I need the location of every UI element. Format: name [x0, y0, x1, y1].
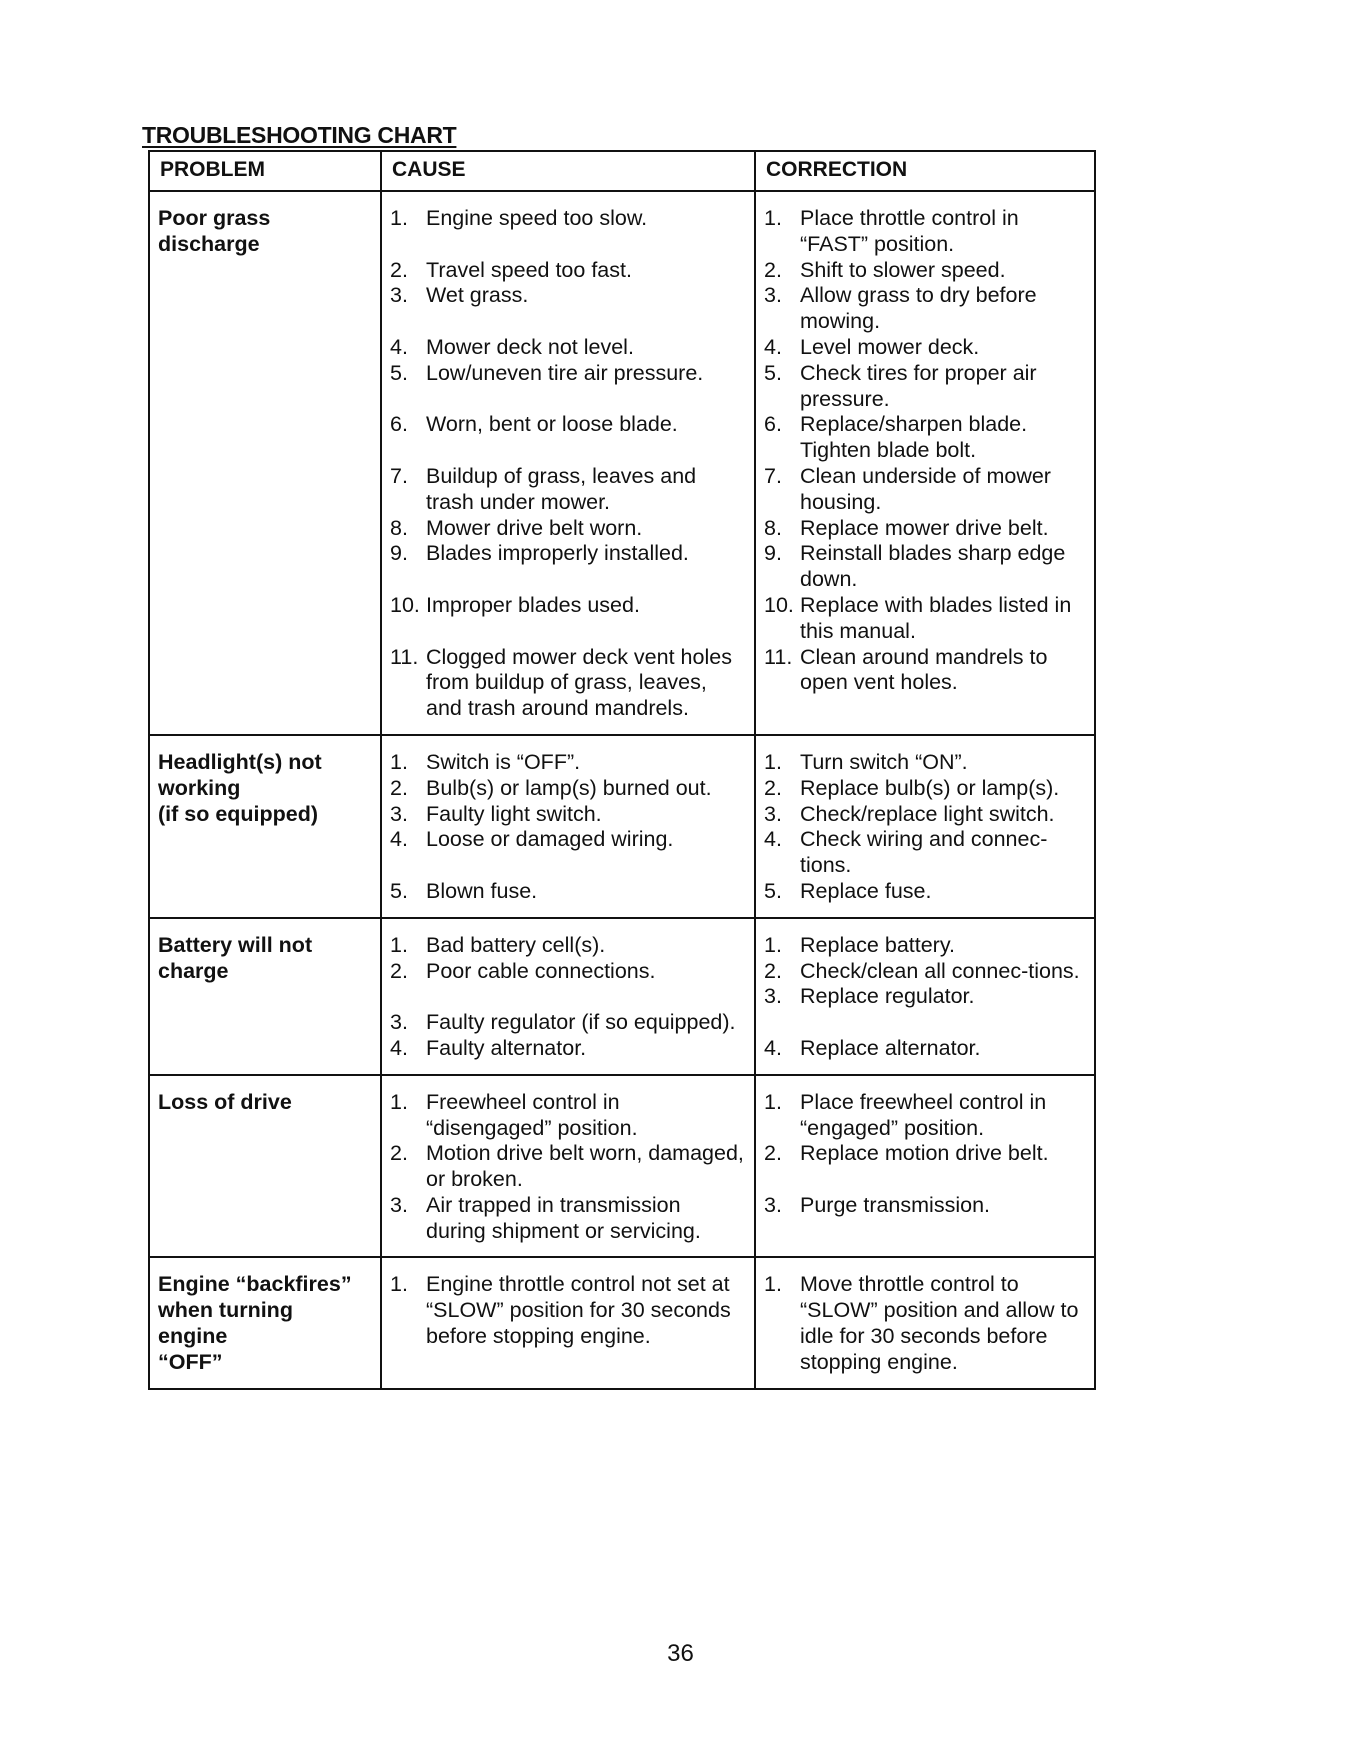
correction-item	[764, 750, 1086, 776]
cause-item	[390, 827, 746, 853]
item-text: Allow grass to dry before mowing.	[800, 283, 1037, 334]
item-text: Replace regulator.	[800, 984, 975, 1009]
item-text: Faulty regulator (if so equipped).	[426, 1010, 736, 1035]
cause-item	[390, 802, 746, 828]
item-number: 4.	[390, 1035, 408, 1060]
item-text: Check wiring and connec-tions.	[800, 827, 1048, 878]
cause-item	[390, 361, 746, 387]
cause-item	[390, 1036, 746, 1062]
cause-item	[390, 1193, 746, 1245]
item-text: Wet grass.	[426, 283, 529, 308]
item-number: 2.	[390, 257, 408, 282]
item-number: 11.	[764, 644, 793, 669]
item-text: Clogged mower deck vent holes from buildup of grass, leaves, and trash around mandrels.	[426, 644, 732, 721]
cause-item	[390, 258, 746, 284]
correction-item	[764, 593, 1086, 645]
item-text: Check/clean all connec-tions.	[800, 958, 1080, 983]
item-number: 1.	[764, 749, 782, 774]
item-number: 2.	[390, 775, 408, 800]
correction-item	[764, 541, 1086, 593]
item-text: Faulty alternator.	[426, 1035, 587, 1060]
item-number: 3.	[390, 801, 408, 826]
item-text: Faulty light switch.	[426, 801, 602, 826]
correction-item	[764, 206, 1086, 258]
cause-item	[390, 750, 746, 776]
item-number: 2.	[390, 958, 408, 983]
problem-line: Headlight(s) not	[158, 749, 322, 774]
table-row	[149, 735, 1095, 918]
item-text: Clean around mandrels to open vent holes.	[800, 644, 1048, 695]
item-number: 7.	[390, 463, 408, 488]
chart-title: TROUBLESHOOTING CHART	[142, 122, 457, 148]
correction-item	[764, 879, 1086, 905]
item-number: 1.	[390, 1272, 408, 1297]
correction-cell	[755, 1075, 1095, 1258]
correction-cell	[755, 735, 1095, 918]
item-text: Check/replace light switch.	[800, 801, 1055, 826]
problem-line: charge	[158, 958, 229, 983]
table-row	[149, 1257, 1095, 1388]
correction-item	[764, 645, 1086, 697]
cause-item	[390, 283, 746, 309]
item-text: Switch is “OFF”.	[426, 749, 581, 774]
item-text: Replace/sharpen blade. Tighten blade bolt.	[800, 412, 1028, 463]
item-number: 1.	[764, 1272, 782, 1297]
item-number: 2.	[764, 257, 782, 282]
item-number: 5.	[390, 360, 408, 385]
item-number: 1.	[764, 1089, 782, 1114]
header-correction: CORRECTION	[755, 151, 1095, 191]
cause-item	[390, 959, 746, 985]
item-text: Turn switch “ON”.	[800, 749, 968, 774]
correction-item	[764, 802, 1086, 828]
table-body	[149, 191, 1095, 1389]
item-text: Freewheel control in “disengaged” position.	[426, 1089, 638, 1140]
item-text: Replace alternator.	[800, 1035, 981, 1060]
item-number: 5.	[764, 878, 782, 903]
table-row	[149, 918, 1095, 1075]
cause-item	[390, 516, 746, 542]
correction-item	[764, 959, 1086, 985]
item-text: Air trapped in transmission during shipment or servicing.	[426, 1192, 701, 1243]
item-number: 10.	[764, 592, 794, 617]
item-number: 2.	[764, 1141, 782, 1166]
item-number: 5.	[390, 878, 408, 903]
problem-line: engine	[158, 1324, 228, 1349]
problem-line: Engine “backfires”	[158, 1272, 352, 1297]
correction-item	[764, 1141, 1086, 1167]
problem-line: Poor grass	[158, 206, 271, 230]
item-number: 1.	[390, 749, 408, 774]
correction-item	[764, 335, 1086, 361]
correction-cell	[755, 1257, 1095, 1388]
problem-cell	[149, 1075, 381, 1258]
item-number: 3.	[764, 801, 782, 826]
item-number: 3.	[764, 283, 782, 308]
problem-cell	[149, 918, 381, 1075]
cause-item	[390, 1141, 746, 1193]
cause-cell	[381, 1075, 755, 1258]
item-text: Motion drive belt worn, damaged, or broken.	[426, 1141, 744, 1192]
cause-item	[390, 879, 746, 905]
header-cause: CAUSE	[381, 151, 755, 191]
item-text: Worn, bent or loose blade.	[426, 412, 678, 437]
item-text: Replace bulb(s) or lamp(s).	[800, 775, 1060, 800]
cause-item	[390, 593, 746, 619]
cause-item	[390, 1090, 746, 1142]
cause-item	[390, 1010, 746, 1036]
item-number: 2.	[764, 775, 782, 800]
item-text: Mower deck not level.	[426, 334, 634, 359]
item-number: 8.	[764, 515, 782, 540]
correction-item	[764, 1036, 1086, 1062]
table-row	[149, 191, 1095, 735]
cause-item	[390, 776, 746, 802]
header-row	[149, 151, 1095, 191]
problem-line: Loss of drive	[158, 1089, 292, 1114]
item-number: 8.	[390, 515, 408, 540]
item-number: 11.	[390, 644, 419, 669]
correction-item	[764, 827, 1086, 879]
item-text: Blown fuse.	[426, 878, 538, 903]
correction-item	[764, 283, 1086, 335]
problem-cell	[149, 735, 381, 918]
item-number: 3.	[390, 283, 408, 308]
item-number: 1.	[390, 1089, 408, 1114]
item-number: 4.	[390, 334, 408, 359]
cause-item	[390, 335, 746, 361]
item-text: Replace fuse.	[800, 878, 932, 903]
item-text: Replace with blades listed in this manual.	[800, 592, 1072, 643]
cause-cell	[381, 1257, 755, 1388]
item-text: Shift to slower speed.	[800, 257, 1006, 282]
item-number: 9.	[390, 541, 408, 566]
item-text: Loose or damaged wiring.	[426, 827, 674, 852]
item-text: Replace battery.	[800, 932, 955, 957]
item-number: 3.	[764, 984, 782, 1009]
correction-item	[764, 776, 1086, 802]
item-text: Clean underside of mower housing.	[800, 463, 1051, 514]
item-number: 2.	[390, 1141, 408, 1166]
item-text: Low/uneven tire air pressure.	[426, 360, 704, 385]
item-number: 1.	[390, 206, 408, 230]
item-text: Check tires for proper air pressure.	[800, 360, 1037, 411]
correction-item	[764, 1272, 1086, 1375]
item-text: Replace motion drive belt.	[800, 1141, 1049, 1166]
item-number: 4.	[764, 827, 782, 852]
item-number: 9.	[764, 541, 782, 566]
item-number: 4.	[390, 827, 408, 852]
item-number: 3.	[390, 1010, 408, 1035]
correction-cell	[755, 918, 1095, 1075]
correction-item	[764, 412, 1086, 464]
item-number: 10.	[390, 592, 420, 617]
correction-item	[764, 1193, 1086, 1219]
problem-line: “OFF”	[158, 1349, 223, 1374]
item-number: 1.	[390, 932, 408, 957]
troubleshooting-table	[148, 150, 1096, 1390]
correction-item	[764, 984, 1086, 1010]
cause-item	[390, 412, 746, 438]
cause-item	[390, 933, 746, 959]
item-text: Purge transmission.	[800, 1192, 990, 1217]
correction-item	[764, 258, 1086, 284]
item-text: Travel speed too fast.	[426, 257, 632, 282]
item-text: Engine throttle control not set at “SLOW” position for 30 seconds before stopping engine.	[426, 1272, 731, 1349]
correction-cell	[755, 191, 1095, 735]
item-text: Engine speed too slow.	[426, 206, 648, 230]
item-text: Move throttle control to “SLOW” position and allow to idle for 30 seconds before stopping engine.	[800, 1272, 1079, 1374]
problem-line: discharge	[158, 231, 260, 256]
item-text: Buildup of grass, leaves and trash under mower.	[426, 463, 697, 514]
item-number: 3.	[390, 1192, 408, 1217]
table-row	[149, 1075, 1095, 1258]
item-number: 4.	[764, 334, 782, 359]
item-text: Place freewheel control in “engaged” position.	[800, 1089, 1047, 1140]
item-text: Place throttle control in “FAST” position.	[800, 206, 1019, 256]
item-text: Bulb(s) or lamp(s) burned out.	[426, 775, 712, 800]
item-number: 3.	[764, 1192, 782, 1217]
cause-item	[390, 645, 746, 722]
problem-line: (if so equipped)	[158, 801, 319, 826]
correction-item	[764, 516, 1086, 542]
page-number: 36	[667, 1640, 694, 1667]
item-number: 6.	[764, 412, 782, 437]
item-text: Level mower deck.	[800, 334, 980, 359]
cause-item	[390, 541, 746, 567]
item-number: 1.	[764, 932, 782, 957]
cause-item	[390, 206, 746, 232]
problem-line: Battery will not	[158, 932, 313, 957]
cause-cell	[381, 191, 755, 735]
correction-item	[764, 361, 1086, 413]
item-text: Improper blades used.	[426, 592, 640, 617]
problem-cell	[149, 1257, 381, 1388]
correction-item	[764, 933, 1086, 959]
item-number: 4.	[764, 1035, 782, 1060]
item-text: Reinstall blades sharp edge down.	[800, 541, 1066, 592]
cause-item	[390, 464, 746, 516]
cause-cell	[381, 918, 755, 1075]
correction-item	[764, 1090, 1086, 1142]
item-text: Bad battery cell(s).	[426, 932, 606, 957]
item-text: Replace mower drive belt.	[800, 515, 1049, 540]
correction-item	[764, 464, 1086, 516]
item-text: Poor cable connections.	[426, 958, 656, 983]
item-number: 5.	[764, 360, 782, 385]
cause-cell	[381, 735, 755, 918]
problem-cell	[149, 191, 381, 735]
item-number: 7.	[764, 463, 782, 488]
problem-line: when turning	[158, 1298, 293, 1323]
problem-line: working	[158, 775, 241, 800]
cause-item	[390, 1272, 746, 1349]
item-text: Mower drive belt worn.	[426, 515, 643, 540]
item-text: Blades improperly installed.	[426, 541, 689, 566]
item-number: 1.	[764, 206, 782, 230]
item-number: 6.	[390, 412, 408, 437]
header-problem: PROBLEM	[149, 151, 381, 191]
item-number: 2.	[764, 958, 782, 983]
